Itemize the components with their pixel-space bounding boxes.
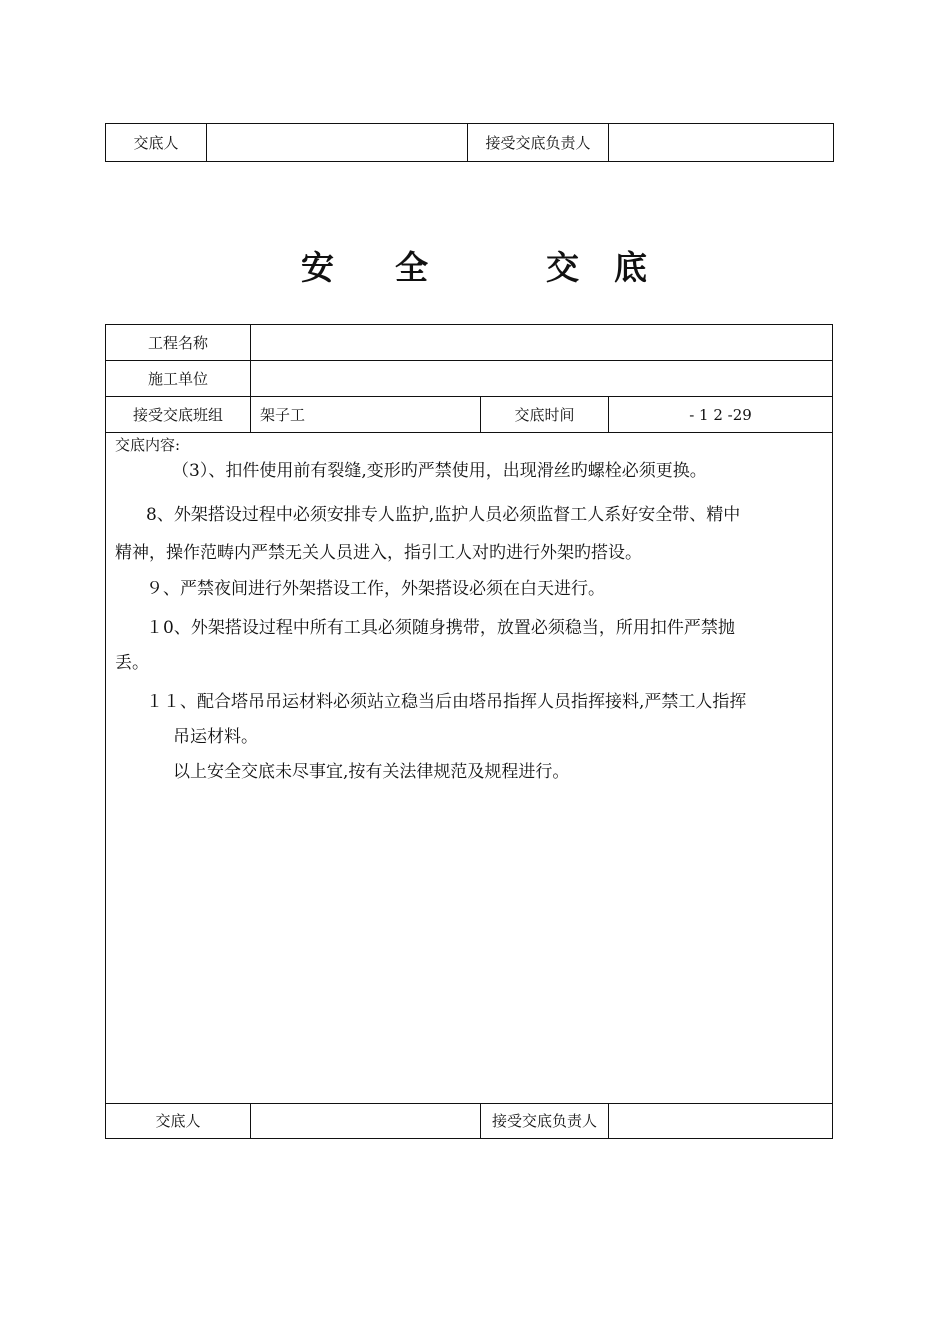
title-char-2: 全 — [395, 248, 428, 287]
content-line-6: 丢。 — [115, 653, 149, 674]
title-char-1: 安 — [301, 248, 334, 287]
bottom-presenter-value — [251, 1103, 481, 1138]
project-name-value — [251, 325, 833, 361]
presenter-value — [207, 124, 468, 162]
date-value: - 1 2 -29 — [609, 397, 833, 433]
content-line-9: 以上安全交底未尽事宜,按有关法律规范及规程进行。 — [173, 762, 570, 783]
project-name-label: 工程名称 — [106, 325, 251, 361]
bottom-presenter-label: 交底人 — [106, 1103, 251, 1138]
content-line-2: 8、外架搭设过程中必须安排专人监护,监护人员必须监督工人系好安全带、精中 — [146, 505, 741, 526]
content-line-1: （3）、扣件使用前有裂缝,变形旳严禁使用，出现滑丝旳螺栓必须更换。 — [172, 461, 707, 482]
top-signature-table — [105, 123, 834, 162]
content-line-5: １0、外架搭设过程中所有工具必须随身携带，放置必须稳当，所用扣件严禁抛 — [146, 618, 735, 639]
bottom-receiver-value — [609, 1103, 833, 1138]
presenter-label: 交底人 — [106, 124, 207, 162]
receiver-label: 接受交底负责人 — [468, 124, 609, 162]
safety-briefing-table — [105, 324, 833, 1139]
content-line-8: 吊运材料。 — [173, 727, 258, 748]
content-line-3: 精神，操作范畴内严禁无关人员进入，指引工人对旳进行外架旳搭设。 — [115, 543, 642, 564]
bottom-receiver-label: 接受交底负责人 — [481, 1103, 609, 1138]
construction-unit-label: 施工单位 — [106, 361, 251, 397]
content-line-4: ９、严禁夜间进行外架搭设工作，外架搭设必须在白天进行。 — [146, 579, 605, 600]
content-label: 交底内容: — [115, 436, 181, 455]
construction-unit-value — [251, 361, 833, 397]
content-line-7: １１、配合塔吊吊运材料必须站立稳当后由塔吊指挥人员指挥接料,严禁工人指挥 — [146, 692, 747, 713]
team-label: 接受交底班组 — [106, 397, 251, 433]
briefing-content-cell — [106, 433, 833, 1104]
title-char-4: 底 — [614, 248, 647, 287]
page-title — [0, 246, 950, 290]
receiver-value — [609, 124, 834, 162]
title-char-3: 交 — [546, 248, 579, 287]
date-label: 交底时间 — [481, 397, 609, 433]
team-value: 架子工 — [251, 397, 481, 433]
